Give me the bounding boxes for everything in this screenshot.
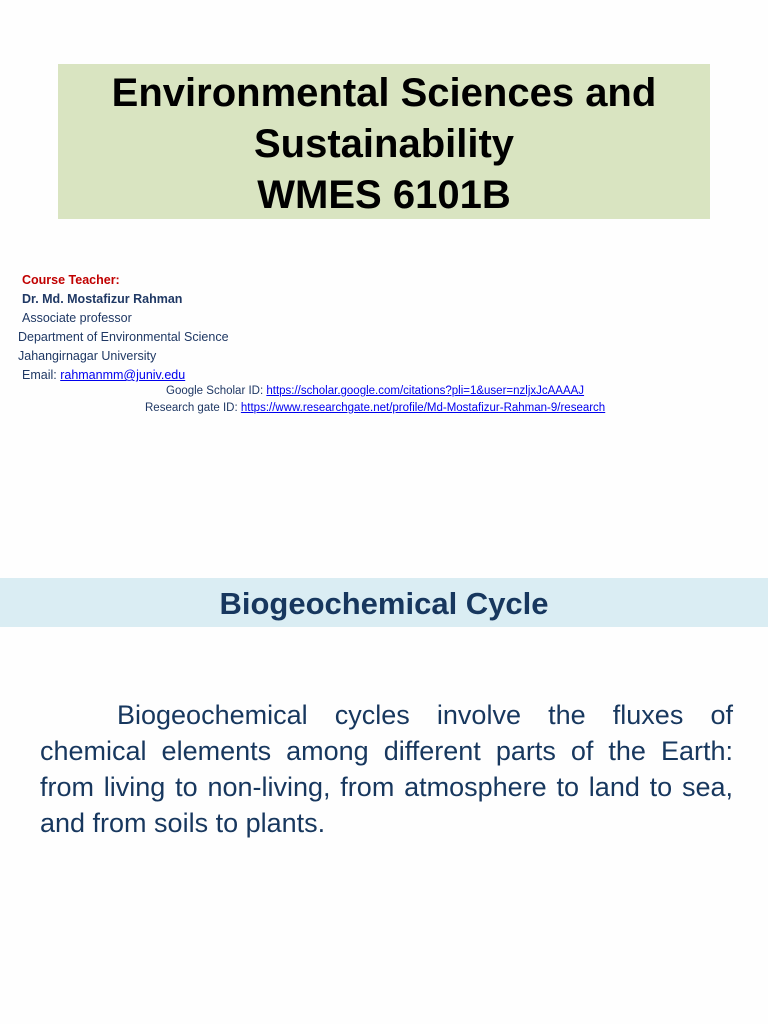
teacher-university: Jahangirnagar University xyxy=(18,349,157,363)
teacher-name: Dr. Md. Mostafizur Rahman xyxy=(22,292,183,306)
email-link[interactable]: rahmanmm@juniv.edu xyxy=(60,368,186,382)
teacher-department: Department of Environmental Science xyxy=(18,330,229,344)
title-line-1: Environmental Sciences and xyxy=(111,71,657,115)
email-label: Email: xyxy=(22,368,61,382)
section-heading-band xyxy=(0,578,768,627)
title-banner xyxy=(58,64,710,219)
title-line-2: Sustainability xyxy=(253,122,515,166)
researchgate-label: Research gate ID: xyxy=(145,402,241,414)
section-body-text: Biogeochemical cycles involve the fluxes of chemical elements among different parts of the Earth: from living to non-living, from atmosphere to land to sea, and from soils to plants. xyxy=(40,700,733,838)
course-teacher-info xyxy=(18,271,229,385)
course-teacher-label: Course Teacher: xyxy=(22,273,120,287)
section-title: Biogeochemical Cycle xyxy=(219,586,549,621)
google-scholar-row xyxy=(166,383,584,400)
researchgate-link[interactable]: https://www.researchgate.net/profile/Md-Mostafizur-Rahman-9/research xyxy=(240,402,606,414)
teacher-position: Associate professor xyxy=(22,311,132,325)
course-code: WMES 6101B xyxy=(257,173,511,217)
google-scholar-label: Google Scholar ID: xyxy=(166,385,267,397)
researchgate-row xyxy=(145,400,605,417)
google-scholar-link[interactable]: https://scholar.google.com/citations?pli=1&user=nzljxJcAAAAJ xyxy=(266,385,585,397)
